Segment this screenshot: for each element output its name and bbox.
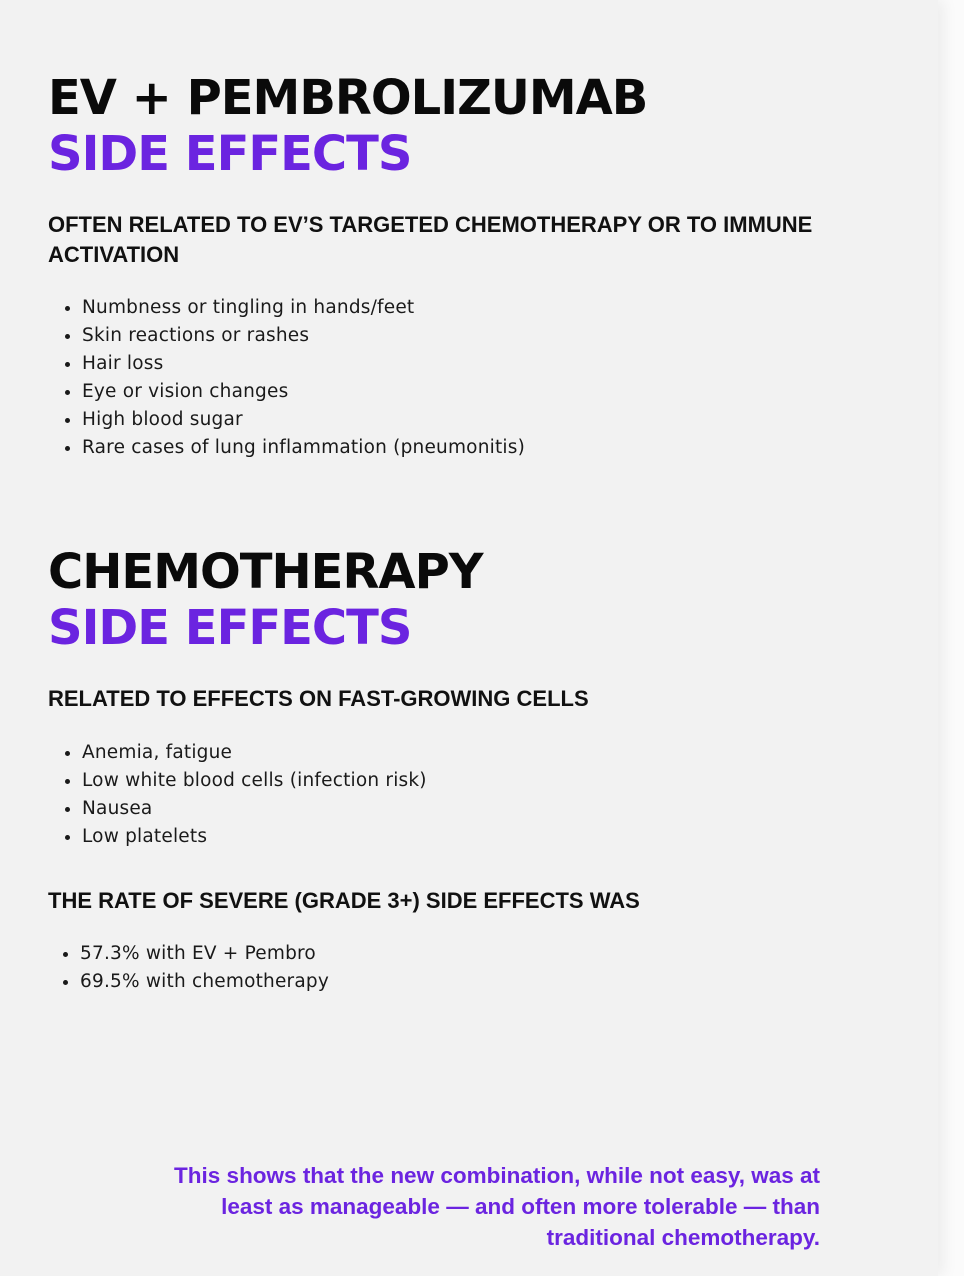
section1-title: EV + PEMBROLIZUMAB <box>48 70 648 126</box>
list-item: • High blood sugar <box>82 406 525 434</box>
section2-subtitle: RELATED TO EFFECTS ON FAST-GROWING CELLS <box>48 686 589 711</box>
section3-subtitle: THE RATE OF SEVERE (GRADE 3+) SIDE EFFECTS WAS <box>48 888 640 913</box>
conclusion-callout: This shows that the new combination, while not easy, was at least as manageable — and often more tolerable — than traditional chemotherapy. <box>174 1163 820 1250</box>
section1-title-accent: SIDE EFFECTS <box>48 126 412 182</box>
list-item: • Nausea <box>82 795 427 823</box>
list-item: • Eye or vision changes <box>82 378 525 406</box>
list-item: • Low platelets <box>82 823 427 851</box>
list-item: • Numbness or tingling in hands/feet <box>82 294 525 322</box>
list-item: • Rare cases of lung inflammation (pneumonitis) <box>82 434 525 462</box>
section2-list <box>58 739 427 851</box>
list-item: • Hair loss <box>82 350 525 378</box>
section1-subtitle: OFTEN RELATED TO EV’S TARGETED CHEMOTHERAPY OR TO IMMUNE ACTIVATION <box>48 212 813 267</box>
list-item: • Anemia, fatigue <box>82 739 427 767</box>
section2-title-accent: SIDE EFFECTS <box>48 600 412 656</box>
list-item: • 57.3% with EV + Pembro <box>80 940 329 968</box>
section3-list <box>56 940 329 996</box>
list-item: • Skin reactions or rashes <box>82 322 525 350</box>
section1-list <box>58 294 525 462</box>
list-item: • 69.5% with chemotherapy <box>80 968 329 996</box>
list-item: • Low white blood cells (infection risk) <box>82 767 427 795</box>
section2-title: CHEMOTHERAPY <box>48 544 483 600</box>
